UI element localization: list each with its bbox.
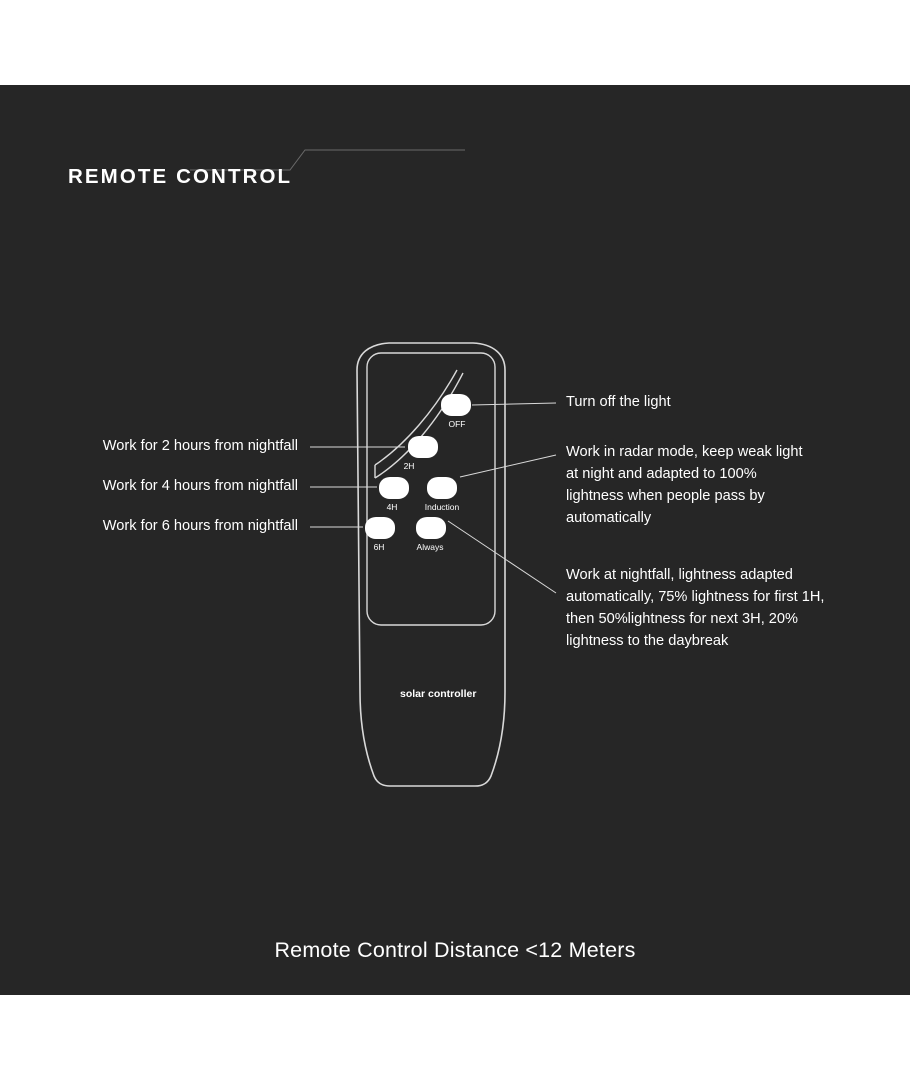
remote-button-2h-label: 2H bbox=[403, 461, 415, 471]
remote-button-6h-label: 6H bbox=[373, 542, 385, 552]
footer-caption: Remote Control Distance <12 Meters bbox=[274, 938, 636, 962]
callout-2h: Work for 2 hours from nightfall bbox=[102, 438, 298, 454]
remote-button-off-label: OFF bbox=[448, 419, 466, 429]
callout-4h: Work for 4 hours from nightfall bbox=[102, 478, 298, 494]
callout-induction: Work in radar mode, keep weak light at night and adapted to 100% lightness when people pass by automatically bbox=[566, 444, 803, 526]
callout-off: Turn off the light bbox=[566, 394, 671, 410]
remote-button-always-label: Always bbox=[416, 542, 444, 552]
callout-always: Work at nightfall, lightness adapted automatically, 75% lightness for first 1H, then 50%lightness for next 3H, 20% lightness to the daybreak bbox=[566, 567, 825, 649]
callout-6h: Work for 6 hours from nightfall bbox=[102, 518, 298, 534]
remote-button-4h-label: 4H bbox=[386, 502, 398, 512]
remote-brand-label: solar controller bbox=[400, 688, 477, 700]
dark-panel bbox=[0, 85, 910, 995]
leader-lines bbox=[0, 85, 910, 995]
remote-button-induction-label: Induction bbox=[424, 502, 460, 512]
page-title: REMOTE CONTROL bbox=[68, 165, 293, 188]
